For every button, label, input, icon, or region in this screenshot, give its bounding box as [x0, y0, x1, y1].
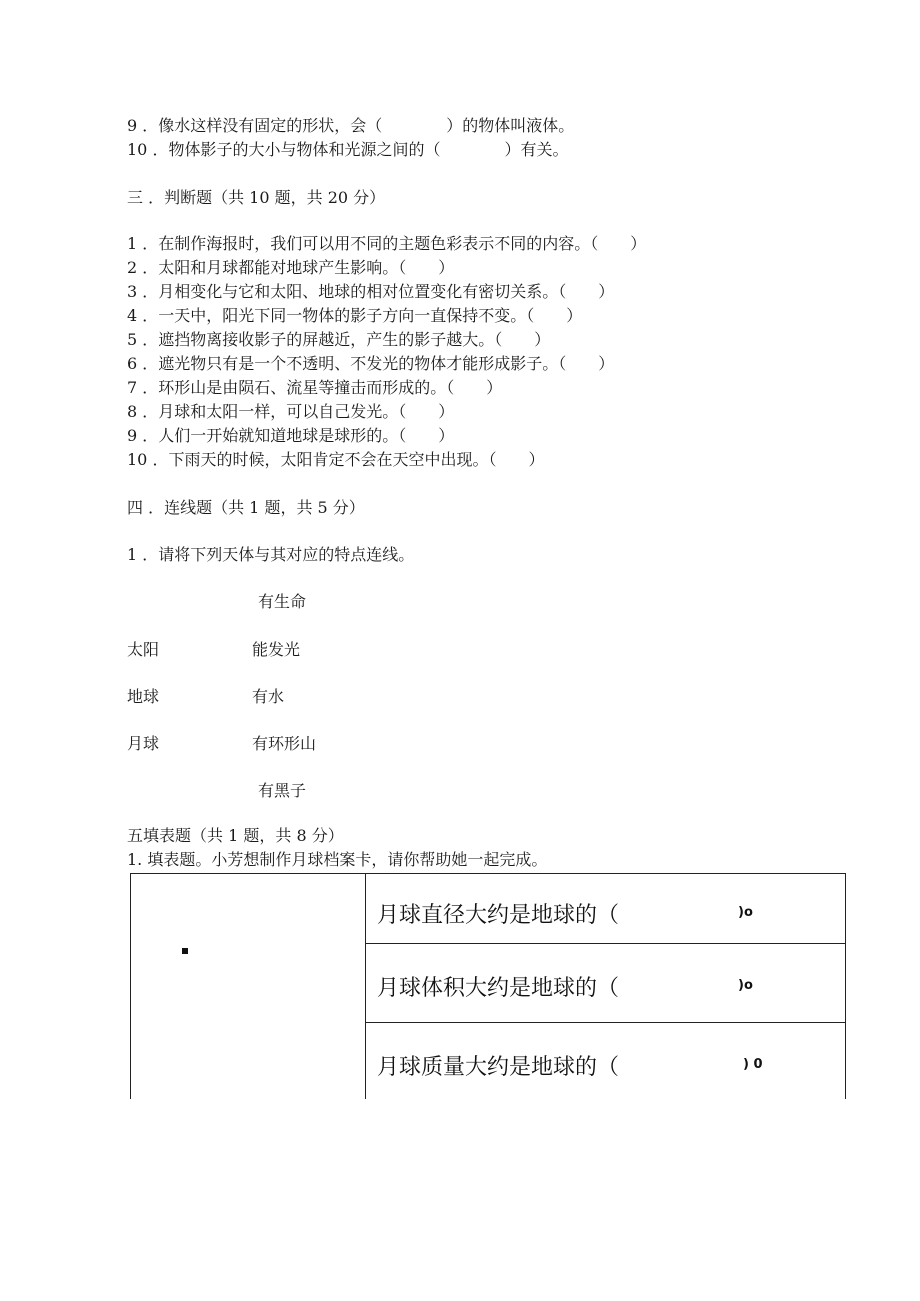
diameter-fact-end: )o: [738, 905, 753, 920]
bullet-mark: [182, 948, 188, 954]
mass-fact-end: ) 0: [743, 1057, 763, 1072]
match-right-4: 有环形山: [252, 734, 317, 753]
judge-question-1: 1 ．在制作海报时，我们可以用不同的主题色彩表示不同的内容。（ ）: [127, 234, 647, 253]
match-right-5: 有黑子: [258, 781, 307, 800]
judge-question-9: 9 ．人们一开始就知道地球是球形的。（ ）: [127, 426, 455, 445]
judge-question-7: 7 ．环形山是由陨石、流星等撞击而形成的。（ ）: [127, 378, 503, 397]
matching-question: 1 ．请将下列天体与其对应的特点连线。: [127, 545, 415, 564]
fill-blank-question-9: 9 ．像水这样没有固定的形状，会（ ）的物体叫液体。: [127, 116, 575, 135]
match-right-2: 能发光: [252, 640, 301, 659]
mass-fact-text: 月球质量大约是地球的（: [377, 1055, 620, 1080]
table-row-diameter: [366, 874, 845, 944]
match-left-1: 太阳: [127, 640, 160, 659]
judge-question-10: 10 ．下雨天的时候，太阳肯定不会在天空中出现。（ ）: [127, 450, 545, 469]
table-row-volume: [366, 943, 845, 1023]
diameter-fact-text: 月球直径大约是地球的（: [377, 903, 620, 928]
judge-question-8: 8 ．月球和太阳一样，可以自己发光。（ ）: [127, 402, 455, 421]
judge-question-5: 5 ．遮挡物离接收影子的屏越近，产生的影子越大。（ ）: [127, 330, 551, 349]
table-fact-column: [365, 873, 846, 1099]
match-left-3: 月球: [127, 734, 160, 753]
table-question: 1. 填表题。小芳想制作月球档案卡，请你帮助她一起完成。: [127, 850, 548, 869]
fill-blank-question-10: 10 ．物体影子的大小与物体和光源之间的（ ）有关。: [127, 140, 569, 159]
judge-question-4: 4 ．一天中，阳光下同一物体的影子方向一直保持不变。（ ）: [127, 306, 583, 325]
judge-question-2: 2 ．太阳和月球都能对地球产生影响。（ ）: [127, 258, 455, 277]
volume-fact-text: 月球体积大约是地球的（: [377, 976, 620, 1001]
judge-question-6: 6 ．遮光物只有是一个不透明、不发光的物体才能形成影子。（ ）: [127, 354, 615, 373]
table-image-cell: [130, 873, 365, 1099]
match-left-2: 地球: [127, 687, 160, 706]
table-row-mass: [366, 1022, 845, 1100]
section-4-title: 四 ．连线题（共 1 题，共 5 分）: [127, 498, 365, 517]
volume-fact-end: )o: [738, 978, 753, 993]
section-3-title: 三 ．判断题（共 10 题，共 20 分）: [127, 188, 386, 207]
match-right-1: 有生命: [258, 592, 307, 611]
moon-profile-table: [130, 873, 846, 1099]
section-5-title: 五填表题（共 1 题，共 8 分）: [127, 826, 344, 845]
match-right-3: 有水: [252, 687, 285, 706]
judge-question-3: 3 ．月相变化与它和太阳、地球的相对位置变化有密切关系。（ ）: [127, 282, 615, 301]
